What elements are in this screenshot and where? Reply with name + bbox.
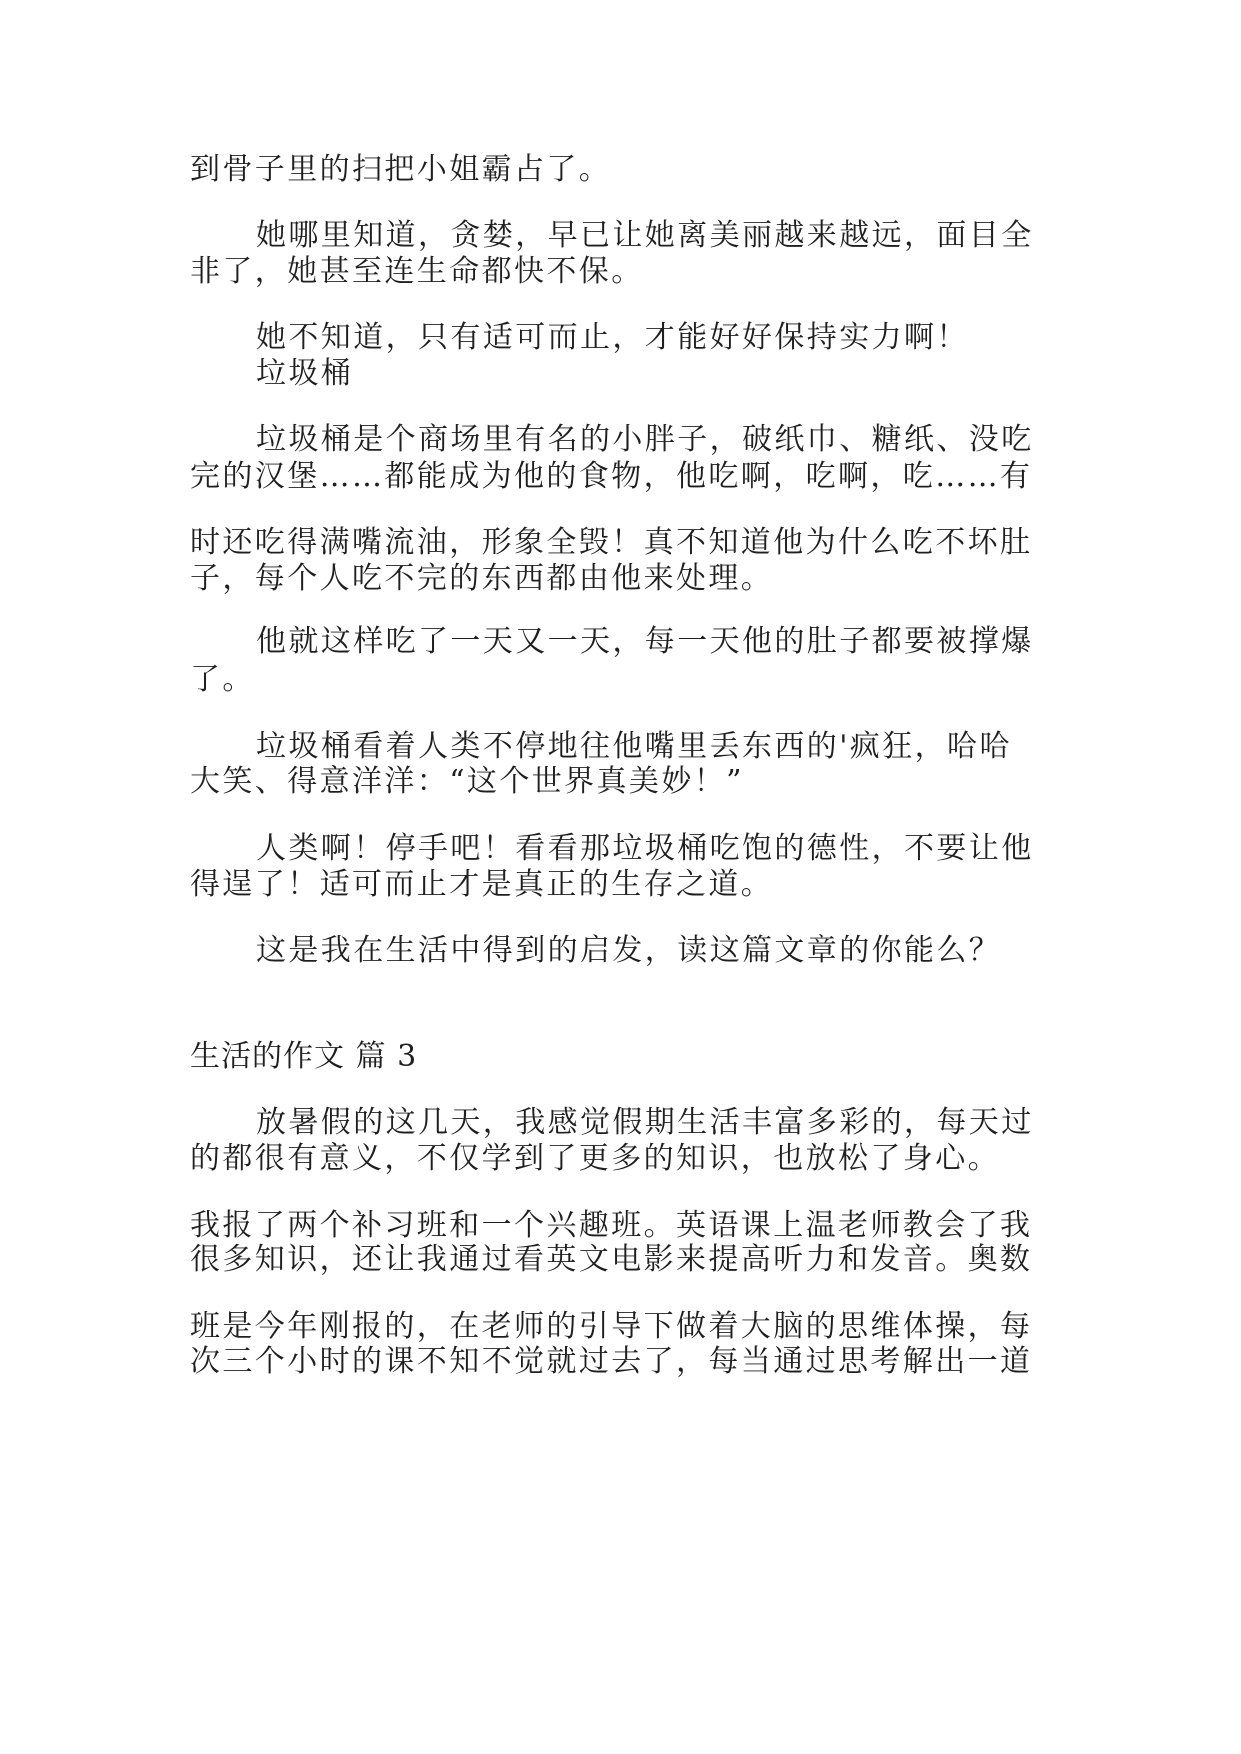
text-line: 垃圾桶看着人类不停地往他嘴里丢东西的'疯狂，哈哈: [256, 729, 1012, 764]
section-heading: 垃圾桶: [256, 356, 354, 391]
text-line: 时还吃得满嘴流油，形象全毁！真不知道他为什么吃不坏肚: [190, 525, 1033, 560]
text-line: 放暑假的这几天，我感觉假期生活丰富多彩的，每天过: [256, 1105, 1034, 1140]
text-line: 她不知道，只有适可而止，才能好好保持实力啊！: [256, 320, 969, 355]
text-line: 得逞了！适可而止才是真正的生存之道。: [190, 867, 774, 902]
text-line: 我报了两个补习班和一个兴趣班。英语课上温老师教会了我: [190, 1208, 1033, 1243]
text-line: 班是今年刚报的，在老师的引导下做着大脑的思维体操，每: [190, 1309, 1033, 1344]
text-line: 次三个小时的课不知不觉就过去了，每当通过思考解出一道: [190, 1344, 1033, 1379]
text-line: 子，每个人吃不完的东西都由他来处理。: [190, 561, 774, 596]
text-line: 了。: [190, 662, 255, 697]
text-line: 到骨子里的扫把小姐霸占了。: [190, 152, 612, 187]
text-line: 很多知识，还让我通过看英文电影来提高听力和发音。奥数: [190, 1242, 1033, 1277]
text-line: 人类啊！停手吧！看看那垃圾桶吃饱的德性，不要让他: [256, 831, 1034, 866]
text-line: 大笑、得意洋洋：“这个世界真美妙！”: [190, 764, 744, 799]
section-title: 生活的作文 篇 3: [190, 1039, 418, 1074]
text-line: 非了，她甚至连生命都快不保。: [190, 254, 644, 289]
text-line: 这是我在生活中得到的启发，读这篇文章的你能么？: [256, 933, 1002, 968]
text-line: 完的汉堡……都能成为他的食物，他吃啊，吃啊，吃……有: [190, 459, 1033, 494]
text-line: 他就这样吃了一天又一天，每一天他的肚子都要被撑爆: [256, 624, 1034, 659]
text-line: 的都很有意义，不仅学到了更多的知识，也放松了身心。: [190, 1141, 1000, 1176]
text-line: 垃圾桶是个商场里有名的小胖子，破纸巾、糖纸、没吃: [256, 422, 1034, 457]
text-line: 她哪里知道，贪婪，早已让她离美丽越来越远，面目全: [256, 218, 1034, 253]
